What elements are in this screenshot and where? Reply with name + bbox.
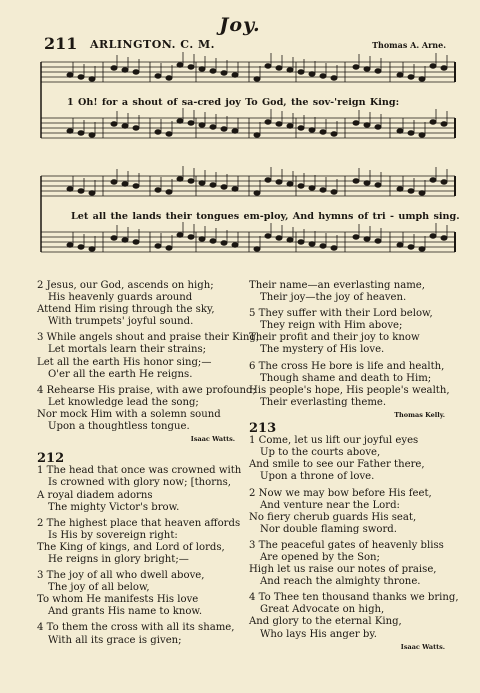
lyric-line-1: 1 Oh! for a shout of sa-cred joy To God, the sov-'reign King: [67,97,400,108]
note-head [441,236,447,240]
note-head [89,247,95,251]
note-head [353,121,359,125]
note-head [331,190,337,194]
note-head [199,123,205,127]
note-head [276,66,282,70]
note-head [254,247,260,251]
note-head [210,125,216,129]
note-head [298,184,304,188]
page-title: Joy. [219,14,261,36]
left-column [37,280,260,647]
note-head [232,73,238,77]
note-head [210,69,216,73]
note-head [155,244,161,248]
verse-line: And smile to see our Father there, [249,459,425,471]
verse-line: With trumpets' joyful sound. [48,316,194,328]
note-head [397,129,403,133]
note-head [210,239,216,243]
note-head [122,124,128,128]
verse-line: The joy of all below, [48,582,150,594]
note-head [276,122,282,126]
note-head [122,238,128,242]
note-head [188,121,194,125]
note-head [287,124,293,128]
attribution: Thomas Kelly. [394,410,445,419]
note-head [254,133,260,137]
verse-line: The mighty Victor's brow. [48,501,180,513]
verse-line: And reach the almighty throne. [260,576,421,588]
note-head [419,133,425,137]
note-head [287,238,293,242]
verse-line: 5 They suffer with their Lord below, [249,308,433,320]
note-head [309,128,315,132]
note-head [309,242,315,246]
verse-line: And venture near the Lord: [260,499,400,511]
note-head [232,243,238,247]
note-head [430,234,436,238]
right-column [249,280,459,653]
note-head [353,179,359,183]
note-head [111,236,117,240]
note-head [331,246,337,250]
note-head [78,189,84,193]
note-head [89,191,95,195]
verse-line: To whom He manifests His love [37,594,199,606]
note-head [155,188,161,192]
verse-line: 2 The highest place that heaven affords [37,517,241,529]
verse-line: 1 Come, let us lift our joyful eyes [249,435,419,447]
note-head [199,181,205,185]
composer-credit: Thomas A. Arne. [372,40,446,50]
verse-line: Let knowledge lead the song; [48,396,199,408]
tune-name: ARLINGTON. C. M. [90,38,216,51]
verse-line: And grants His name to know. [48,606,203,618]
verse-line: 2 Jesus, our God, ascends on high; [37,280,214,291]
note-head [397,73,403,77]
note-head [133,70,139,74]
note-head [166,190,172,194]
note-head [188,179,194,183]
verse-line: Their joy—the joy of heaven. [260,292,407,304]
note-head [441,66,447,70]
note-head [199,237,205,241]
attribution: Isaac Watts. [190,435,235,444]
note-head [122,68,128,72]
note-head [287,182,293,186]
note-head [221,241,227,245]
note-head [298,126,304,130]
note-head [133,126,139,130]
note-head [408,75,414,79]
note-head [419,247,425,251]
note-head [331,132,337,136]
note-head [221,71,227,75]
note-head [309,72,315,76]
verse-line: 4 To them the cross with all its shame, [37,622,235,634]
lyric-line-2: Let all the lands their tongues em-ploy, And hymns of tri - umph sing. [71,211,460,222]
note-head [419,191,425,195]
note-head [67,187,73,191]
verse-line: 3 The peaceful gates of heavenly bliss [249,539,444,551]
note-head [320,244,326,248]
verse-line: Their profit and their joy to know [249,332,420,344]
note-head [166,246,172,250]
note-head [177,63,183,67]
note-head [408,245,414,249]
verse-line: Attend Him rising through the sky, [37,304,215,316]
hymn-number: 211 [44,34,78,53]
verse-line: 4 Rehearse His praise, with awe profound; [37,384,256,396]
verse-line: No fiery cherub guards His seat, [249,511,417,523]
note-head [419,77,425,81]
note-head [111,180,117,184]
verse-line: Upon a throne of love. [260,471,375,483]
attribution: Isaac Watts. [400,642,445,651]
note-head [177,233,183,237]
verse-line: They reign with Him above; [260,320,403,332]
note-head [133,184,139,188]
note-head [331,76,337,80]
note-head [408,131,414,135]
note-head [375,69,381,73]
verse-line: Upon a thoughtless tongue. [48,421,190,433]
verse-line: A royal diadem adorns [37,489,153,501]
verse-line: Let all the earth His honor sing;— [37,356,212,368]
note-head [67,129,73,133]
note-head [188,235,194,239]
note-head [397,243,403,247]
note-head [298,240,304,244]
note-head [353,235,359,239]
note-head [320,130,326,134]
note-head [78,245,84,249]
verse-line: 1 The head that once was crowned with [37,465,242,477]
note-head [155,130,161,134]
note-head [177,177,183,181]
note-head [276,236,282,240]
note-head [254,191,260,195]
note-head [397,187,403,191]
note-head [309,186,315,190]
note-head [78,131,84,135]
note-head [430,120,436,124]
verse-line: Great Advocate on high, [260,604,385,616]
verse-line: Is His by sovereign right: [48,529,178,541]
note-head [430,64,436,68]
verse-line: O'er all the earth He reigns. [48,368,193,380]
note-head [320,74,326,78]
note-head [375,125,381,129]
note-head [89,77,95,81]
note-head [199,67,205,71]
note-head [364,181,370,185]
note-head [265,178,271,182]
note-head [287,68,293,72]
note-head [265,64,271,68]
note-head [221,185,227,189]
verse-line: Up to the courts above, [260,447,381,459]
note-head [265,234,271,238]
note-head [166,132,172,136]
note-head [133,240,139,244]
verse-line: Though shame and death to Him; [260,372,432,384]
hymn-number: 212 [37,451,65,467]
verse-line: He reigns in glory bright;— [48,553,189,565]
note-head [276,180,282,184]
note-head [166,76,172,80]
note-head [111,122,117,126]
note-head [375,239,381,243]
note-head [111,66,117,70]
verse-line: Their name—an everlasting name, [249,280,425,291]
note-head [441,122,447,126]
note-head [232,187,238,191]
note-head [265,120,271,124]
note-head [364,237,370,241]
verse-line: Who lays His anger by. [260,628,377,640]
verse-line: Nor double flaming sword. [260,523,397,535]
note-head [67,73,73,77]
verse-line: Are opened by the Son; [260,551,380,563]
note-head [177,119,183,123]
note-head [188,65,194,69]
note-head [221,127,227,131]
note-head [89,133,95,137]
note-head [78,75,84,79]
verse-line: Let mortals learn their strains; [48,344,207,356]
note-head [298,70,304,74]
verse-line: 3 The joy of all who dwell above, [37,570,205,582]
verse-line: 4 To Thee ten thousand thanks we bring, [249,592,459,604]
verse-line: 6 The cross He bore is life and health, [249,360,445,372]
verse-line: The mystery of His love. [260,344,385,356]
verse-line: High let us raise our notes of praise, [249,564,437,576]
verse-line: With all its grace is given; [48,634,182,646]
verse-line: His heavenly guards around [48,292,193,304]
note-head [441,180,447,184]
verse-line: His people's hope, His people's wealth, [249,384,450,396]
note-head [364,123,370,127]
verse-line: 2 Now we may bow before His feet, [249,487,432,499]
note-head [155,74,161,78]
note-head [430,178,436,182]
note-head [320,188,326,192]
note-head [210,183,216,187]
note-head [122,182,128,186]
note-head [375,183,381,187]
verse-line: And glory to the eternal King, [249,616,402,628]
note-head [254,77,260,81]
verse-line: Is crowned with glory now; [thorns, [48,477,231,489]
note-head [67,243,73,247]
verse-line: 3 While angels shout and praise their King, [37,332,260,344]
note-head [232,129,238,133]
note-head [364,67,370,71]
verse-line: The King of kings, and Lord of lords, [37,541,225,553]
verse-line: Nor mock Him with a solemn sound [37,408,221,420]
hymn-number: 213 [249,421,277,437]
verse-line: Their everlasting theme. [260,396,387,408]
note-head [408,189,414,193]
note-head [353,65,359,69]
